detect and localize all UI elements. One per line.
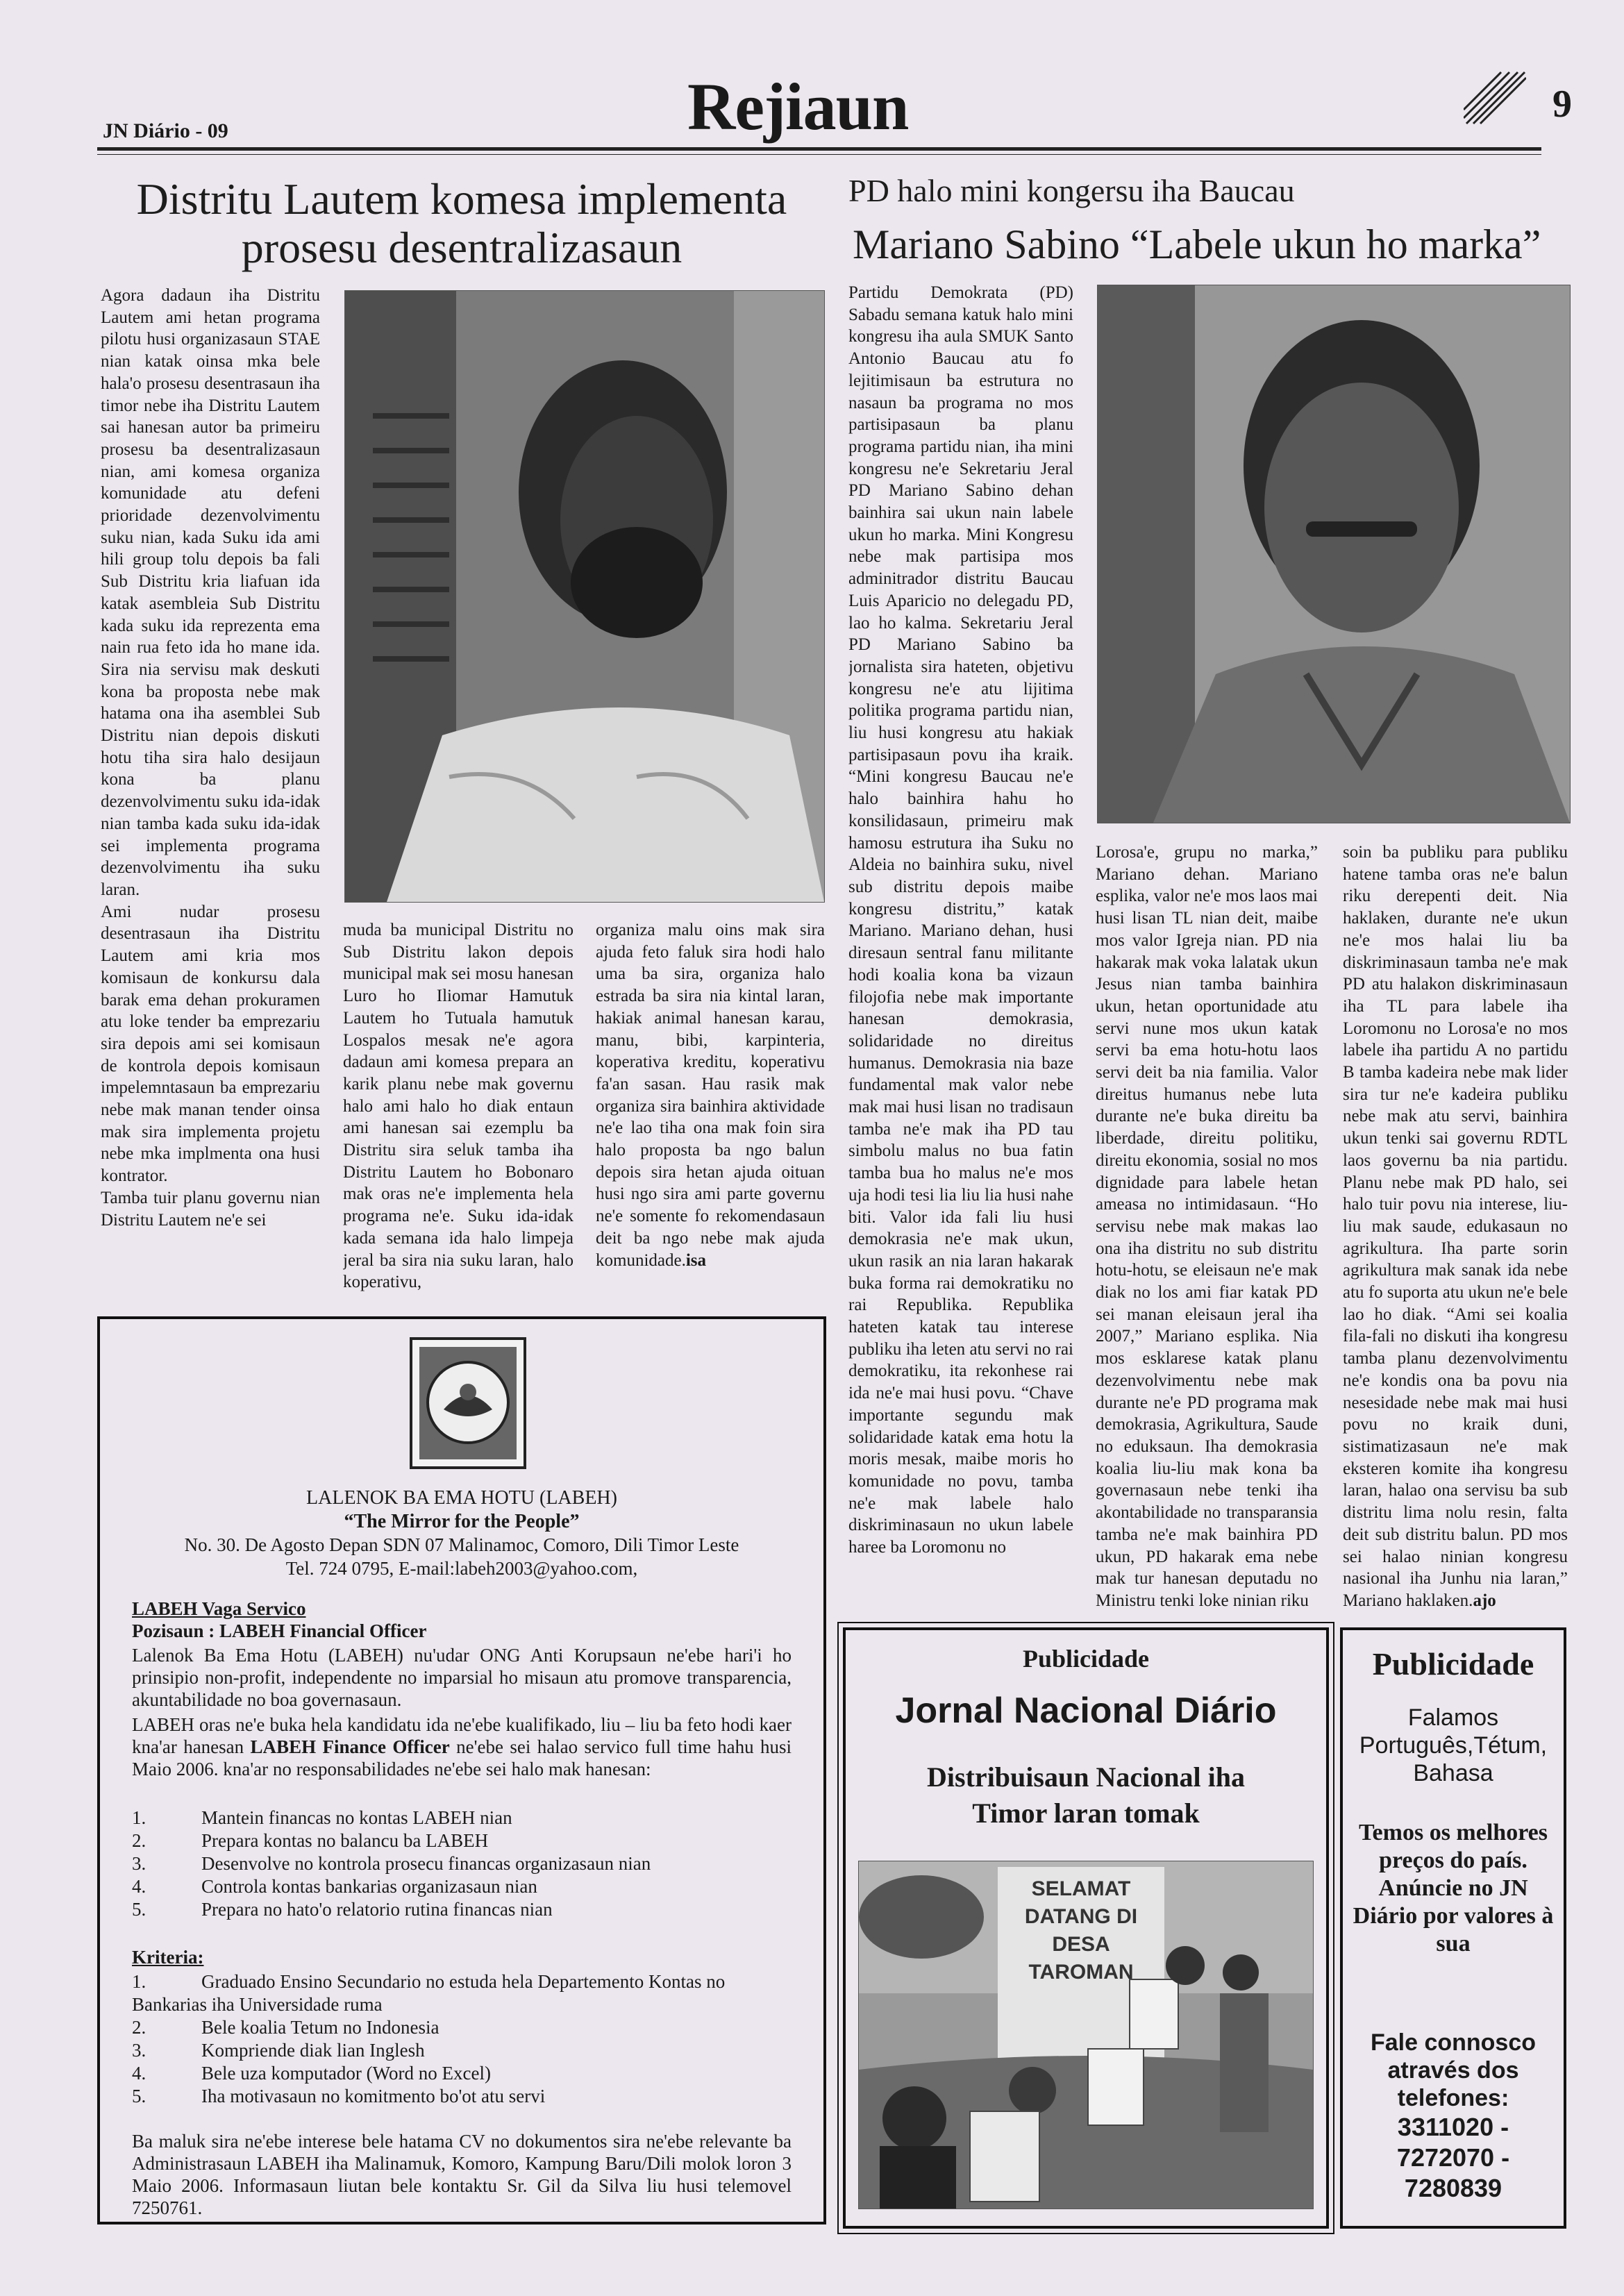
lautem-headline: Distritu Lautem komesa implementa prosesu desentralizasaun: [136, 174, 787, 272]
criteria-item: 2. Bele koalia Tetum no Indonesia: [132, 2017, 440, 2038]
jn-ad-label: Publicidade: [1022, 1645, 1150, 1673]
lautem-paragraph-2: Ami nudar prosesu desentrasaun iha Distritu Lautem ami kria mos komisaun de konkursu dala barak ema dehan prokuramen atu loke tender ba emprezariu sira depois ami sei komisaun de kontrola depois komisaun impelemntasaun ba emprezariu nebe mak manan tender oinsa mak sira implementa projetu nebe mka implmenta ona husi kontrator.: [101, 902, 320, 1186]
paper-date: JN Diário - 09: [103, 119, 228, 142]
pd-column-2: Lorosa'e, grupu no marka,” Mariano dehan. Mariano esplika, valor ne'e mos laos mai husi lisan TL nian deit, maibe mos valor Igreja nian. PD nia hakarak mak voka lalatak ukun Jesus nian tamba bainhira ukun, hetan oportunidade atu servi nune mos ukun katak servi ba ema hotu-hotu laos servi deit ba nia familia. Valor direitus humanus nebe luta durante ne'e buka direitu ba liberdade, direitu politiku, direitu ekonomia, sosial no mos dignidade para labele hetan ameasa no intimidasaun. “Ho servisu nebe mak makas lao ona iha distritu no sub distritu hotu-hotu, se eleisaun ne'e mak diak no los ami fiar katak PD sei manan eleisaun jeral iha 2007,” Mariano esplika. Nia mos esklarese katak planu dezenvolvimentu nebe mak durante ne'e PD programa mak demokrasia, Agrikultura, Saude no eduksaun. Iha demokrasia koalia liu-liu mak kona ba governasaun nebe tenki iha akontabilidade no transparansia tamba ne'e mak bainhira PD ukun, PD hakarak ema nebe mak tur hanesan deputadu no Ministru tenki loke ninian riku: [1096, 843, 1318, 1610]
section-title: Rejiaun: [687, 69, 909, 144]
labeh-logo: [410, 1337, 526, 1469]
lautem-column-1: [101, 285, 320, 1312]
duties-list: [132, 1807, 792, 1921]
duty-item: 3. Desenvolve no kontrola prosecu financas organizasaun nian: [132, 1853, 651, 1874]
pd-column-3: soin ba publiku para publiku hatene tamba oras ne'e balun riku derepenti deit. Nia haklaken, durante ne'e ukun ne'e mos halai liu ba diskriminasaun tamba ne'e mak PD atu halakon diskriminasaun iha TL para labele iha Loromonu no Lorosa'e no mos labele iha partidu A no partidu B tamba kadeira nebe mak lider sira tur ne'e kadeira publiku nebe mak atu servi, bainhira ukun tenki sai governu RDTL laos governu ba nia partidu. Planu nebe mak PD halo, sei halo tuir povu nia interese, liu-liu mak saude, edukasaun no agrikultura. Iha parte sorin agrikultura mak sanak ida nebe atu fo suporta atu ukun ne'e bele lao ho diak. “Ami sei koalia fila-fali no diskuti iha kongresu tamba planu dezenvolvimentu ne'e kondis ona ba povu nia nesesidade nebe mak mai husi povu no kraik duni, sistimatizasaun ne'e mak eksteren komite iha kongresu laran, halao ona servisu ba sub distritu lima nolu resin, falta deit sub distritu balun. PD mos sei halao ninian kongresu nasional iha Junhu nia laran,” Mariano haklaken.ajo: [1343, 843, 1568, 1610]
duty-item: 5. Prepara no hato'o relatorio rutina financas nian: [132, 1899, 553, 1920]
duty-item: 2. Prepara kontas no balancu ba LABEH: [132, 1830, 489, 1851]
jn-ad-brand: Jornal Nacional Diário: [895, 1691, 1277, 1731]
mariano-sabino-photo: [1097, 285, 1571, 823]
taroman-sign: SELAMAT DATANG DI DESA TAROMAN: [1024, 1877, 1138, 1984]
labeh-contact: Tel. 724 0795, E-mail:labeh2003@yahoo.com,: [285, 1558, 638, 1579]
pd-column-1: Partidu Demokrata (PD) Sabadu semana katuk halo mini kongresu iha aula SMUK Santo Antonio Baucau atu fo lejitimisaun ba estrutura no nasaun ba programa no mos partisipasaun ba planu programa partidu nian, iha mini kongresu ne'e Sekretariu Jeral PD Mariano Sabino dehan bainhira sai ukun nain labele ukun ho marka. Mini Kongresu nebe mak partisipa mos adminitrador distritu Baucau Luis Aparicio no delegadu PD, lao ho kalma. Sekretariu Jeral PD Mariano Sabino ba jornalista sira hateten, objetivu kongresu ne'e atu lijitima politika programa partidu nian, liu husi kongresu atu hakiak partisipasaun povu iha kraik. “Mini kongresu Baucau ne'e halo bainhira hahu ho konsilidasaun, primeiru mak hamosu estrutura iha Suku no Aldeia no bainhira suku, nivel sub distritu depois maibe kongresu distritu,” katak Mariano. Mariano dehan, husi diresaun sentral fanu militante hodi koalia kona ba vizaun filojofia nebe mak importante hanesan demokrasia, solidaridade no direitus humanus. Demokrasia nia baze fundamental mak valor nebe mak mai husi lisan no tradisaun tamba ne'e mak iha PD tau simbolu malus no bua fatin tamba bua ho malus ne'e mos uja hodi tesi lia liu lia husi nahe biti. Valor ida fali liu husi demokrasia ne'e mak ukun, ukun rasik an nia laran hakarak buka forma rai demokratiku no rai Republika. Republika hateten katak tau interese publiku iha leten atu servi no rai demokratiku, ita rekonhese rai ida ne'e mai husi povu. “Chave importante segundu mak solidaridade katak ema hotu la moris mesak, maibe moris ho komunidade no povu, tamba ne'e mak labele halo diskriminasaun no ukun labele haree ba Loromonu no: [848, 283, 1073, 1557]
page-number: 9: [1552, 83, 1572, 126]
side-ad-label: Publicidade: [1372, 1646, 1534, 1682]
criteria-item: 3. Kompriende diak lian Inglesh: [132, 2040, 425, 2061]
side-ad-offer: Temos os melhores preços do país. Anúncie no JN Diário por valores à sua: [1353, 1820, 1554, 1956]
criteria-item: 1. Graduado Ensino Secundario no estuda hela Departemento Kontas no Bankarias iha Universidade ruma: [132, 1971, 726, 2015]
pd-kicker: PD halo mini kongersu iha Baucau: [848, 173, 1295, 208]
labeh-job-ad: [97, 1316, 826, 2224]
jn-publicidade-ad: [843, 1627, 1329, 2229]
labeh-intro-2: LABEH oras ne'e buka hela kandidatu ida ne'ebe kualifikado, liu – liu ba feto hodi kaer kna'ar hanesan LABEH Finance Officer ne'ebe sei halao servico full time hahu husi Maio 2006. kna'ar no responsabilidades ne'ebe sei halo mak hanesan:: [132, 1714, 792, 1779]
lautem-author: isa: [685, 1250, 707, 1270]
labeh-closing: Ba maluk sira ne'ebe interese bele hatama CV no dokumentos sira ne'ebe relevante ba Administrasaun LABEH iha Malinamuk, Komoro, Kampung Baru/Dili molok loron 3 Maio 2006. Informasaun liutan bele kontaktu Sr. Gil da Silva liu husi telemovel 7250761.: [132, 2131, 792, 2218]
labeh-address: No. 30. De Agosto Depan SDN 07 Malinamoc, Comoro, Dili Timor Leste: [184, 1534, 739, 1555]
vaga-title: LABEH Vaga Servico: [132, 1598, 306, 1619]
lautem-official-photo: [344, 290, 825, 903]
stripes-icon: [1464, 69, 1526, 128]
jn-ad-subtitle: Distribuisaun Nacional iha Timor laran tomak: [927, 1761, 1245, 1829]
lautem-paragraph-1: Agora dadaun iha Distritu Lautem ami hetan programa pilotu husi organizasaun STAE nian katak oinsa mka bele hala'o prosesu desentrasaun iha timor nebe iha Distritu Lautem sai hanesan autor ba primeiru prosesu ba desentralizasaun nian, ami komesa organiza komunidade atu defeni prioridade dezenvolvimentu suku nian, kada Suku ida ami hili group tolu depois ba fali Sub Distritu kria liafuan ida katak asembleia Sub Distritu kada suku ida reprezenta ema nain rua feto ida ho mane ida. Sira nia servisu mak deskuti kona ba proposta nebe mak hatama ona iha asemblei Sub Distritu nian depois diskuti hotu tiha sira halo desijaun kona ba planu dezenvolvimentu suku ida-idak nian tamba kada suku ida-idak sei implementa programa dezenvolvimentu iha suku laran.: [101, 286, 320, 899]
criteria-item: 4. Bele uza komputador (Word no Excel): [132, 2063, 491, 2084]
criteria-list: [132, 1970, 792, 2108]
lautem-paragraph-3: Tamba tuir planu governu nian Distritu Lautem ne'e sei: [101, 1188, 320, 1230]
labeh-intro: Lalenok Ba Ema Hotu (LABEH) nu'udar ONG Anti Korupsaun ne'ebe hari'i ho prinsipio non-profit, independente no imparsial ho misaun atu promove transparencia, akuntabilidade no boa governasaun.: [132, 1645, 792, 1710]
labeh-tagline: “The Mirror for the People”: [344, 1511, 580, 1532]
duty-item: 4. Controla kontas bankarias organizasaun nian: [132, 1876, 537, 1897]
criteria-item: 5. Iha motivasaun no komitmento bo'ot atu servi: [132, 2086, 546, 2106]
side-ad-phones: 3311020 - 7272070 - 7280839: [1396, 2113, 1510, 2202]
header-rule: [97, 147, 1541, 151]
taroman-village-photo: [858, 1861, 1314, 2209]
position-title: Pozisaun : LABEH Financial Officer: [132, 1620, 427, 1641]
side-ad-languages: Falamos Português,Tétum, Bahasa: [1359, 1704, 1548, 1786]
pd-headline: Mariano Sabino “Labele ukun ho marka”: [853, 221, 1541, 267]
header-rule-thin: [97, 154, 1541, 155]
lautem-column-2: muda ba municipal Distritu no Sub Distritu lakon depois municipal mak sei mosu hanesan Luro ho Iliomar Hamutuk Lautem ho Tutuala hamutuk Lospalos mesak ne'e agora dadaun ami komesa prepara an karik planu nebe mak governu halo ami halo ho diak entaun ami hanesan sai ezemplu ba Distritu sira seluk tamba iha Distritu Lautem ho Bobonaro mak oras ne'e implementa hela programa ne'e. Suku ida-idak kada semana ida halo limpeja jeral ba sira nia suku laran, halo koperativu,: [343, 921, 574, 1292]
side-publicidade-ad: [1340, 1627, 1566, 2229]
side-ad-contact-title: Fale connosco através dos telefones:: [1370, 2029, 1537, 2111]
criteria-title: Kriteria:: [132, 1947, 204, 1968]
pd-author: ajo: [1473, 1591, 1496, 1610]
labeh-org-name: LALENOK BA EMA HOTU (LABEH): [306, 1487, 617, 1509]
lautem-column-3: organiza malu oins mak sira ajuda feto faluk sira hodi halo uma ba sira, organiza halo estrada ba sira nia kintal laran, hakiak animal hanesan karau, manu, bibi, karpinteria, koperativa kreditu, koperativu fa'an sasan. Hau rasik mak organiza sira bainhira aktividade ne'e lao tiha ona mak foin sira halo proposta ba ngo balun depois sira hetan ajuda oituan husi ngo sira ami parte governu ne'e somente fo rekomendasaun deit ba ngo nebe mak ajuda komunidade.isa: [596, 921, 825, 1270]
duty-item: 1. Mantein financas no kontas LABEH nian: [132, 1807, 512, 1828]
